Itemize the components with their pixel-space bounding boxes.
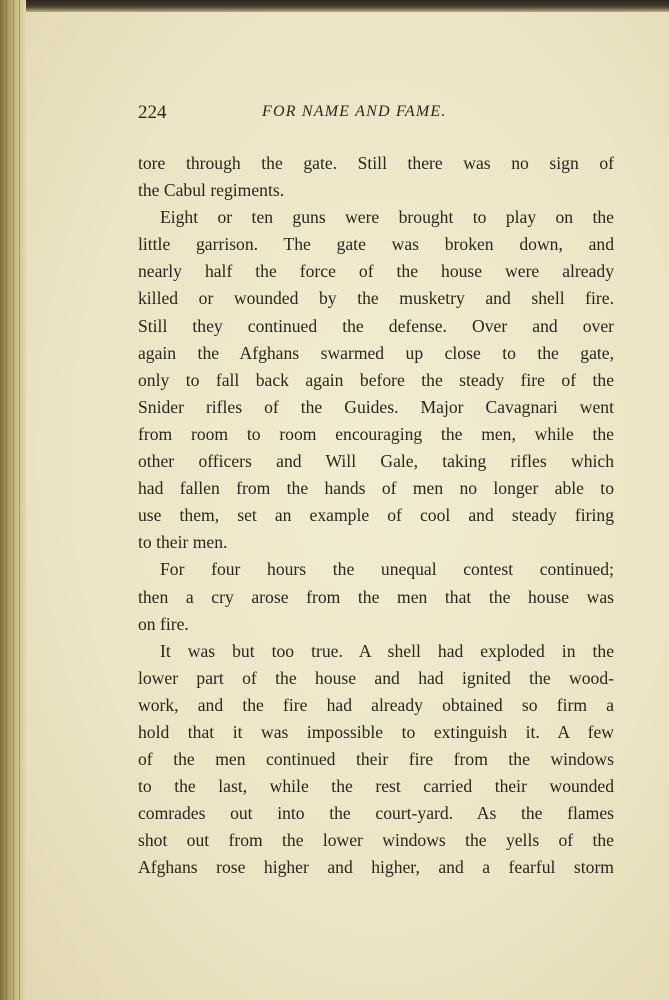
text-line: Eight or ten guns were brought to play on the: [160, 207, 614, 228]
text-line: Snider rifles of the Guides. Major Cavagnari went: [138, 396, 614, 417]
text-line: killed or wounded by the musketry and shell fire.: [138, 288, 614, 309]
text-line: then a cry arose from the men that the house was: [138, 586, 614, 607]
text-line: Still they continued the defense. Over and over: [138, 315, 614, 336]
text-line: to the last, while the rest carried their wounded: [138, 776, 614, 797]
text-line: lower part of the house and had ignited the wood-: [138, 667, 614, 688]
text-line: the Cabul regiments.: [138, 180, 285, 201]
text-line: had fallen from the hands of men no longer able to: [138, 478, 614, 499]
text-line: of the men continued their fire from the windows: [138, 749, 614, 770]
text-line: again the Afghans swarmed up close to the gate,: [138, 342, 614, 363]
spine-crease: [19, 0, 20, 1000]
text-line: Afghans rose higher and higher, and a fearful storm: [138, 857, 614, 878]
book-spine: [0, 0, 26, 1000]
text-line: on fire.: [138, 613, 189, 634]
text-line: to their men.: [138, 532, 228, 553]
text-line: tore through the gate. Still there was no sign of: [138, 153, 614, 173]
text-line: only to fall back again before the steady fire of the: [138, 369, 614, 390]
text-line: other officers and Will Gale, taking rifles which: [138, 451, 614, 472]
text-line: use them, set an example of cool and steady firing: [138, 505, 614, 526]
text-body: [138, 150, 614, 882]
book-top-edge: [0, 0, 669, 12]
spine-crease: [13, 0, 14, 1000]
text-line: little garrison. The gate was broken down, and: [138, 234, 614, 255]
page-header: [138, 100, 618, 130]
text-line: nearly half the force of the house were already: [138, 261, 614, 282]
text-line: comrades out into the court-yard. As the flames: [138, 803, 614, 824]
running-title: FOR NAME AND FAME.: [262, 103, 447, 120]
text-line: hold that it was impossible to extinguish it. A few: [138, 721, 614, 742]
spine-crease: [6, 0, 7, 1000]
text-line: shot out from the lower windows the yells of the: [138, 830, 614, 851]
text-line: For four hours the unequal contest continued;: [160, 559, 614, 580]
text-line: from room to room encouraging the men, while the: [138, 423, 614, 444]
page-number: 224: [138, 102, 167, 123]
text-line: work, and the fire had already obtained so firm a: [138, 694, 614, 715]
text-line: It was but too true. A shell had exploded in the: [160, 640, 614, 661]
